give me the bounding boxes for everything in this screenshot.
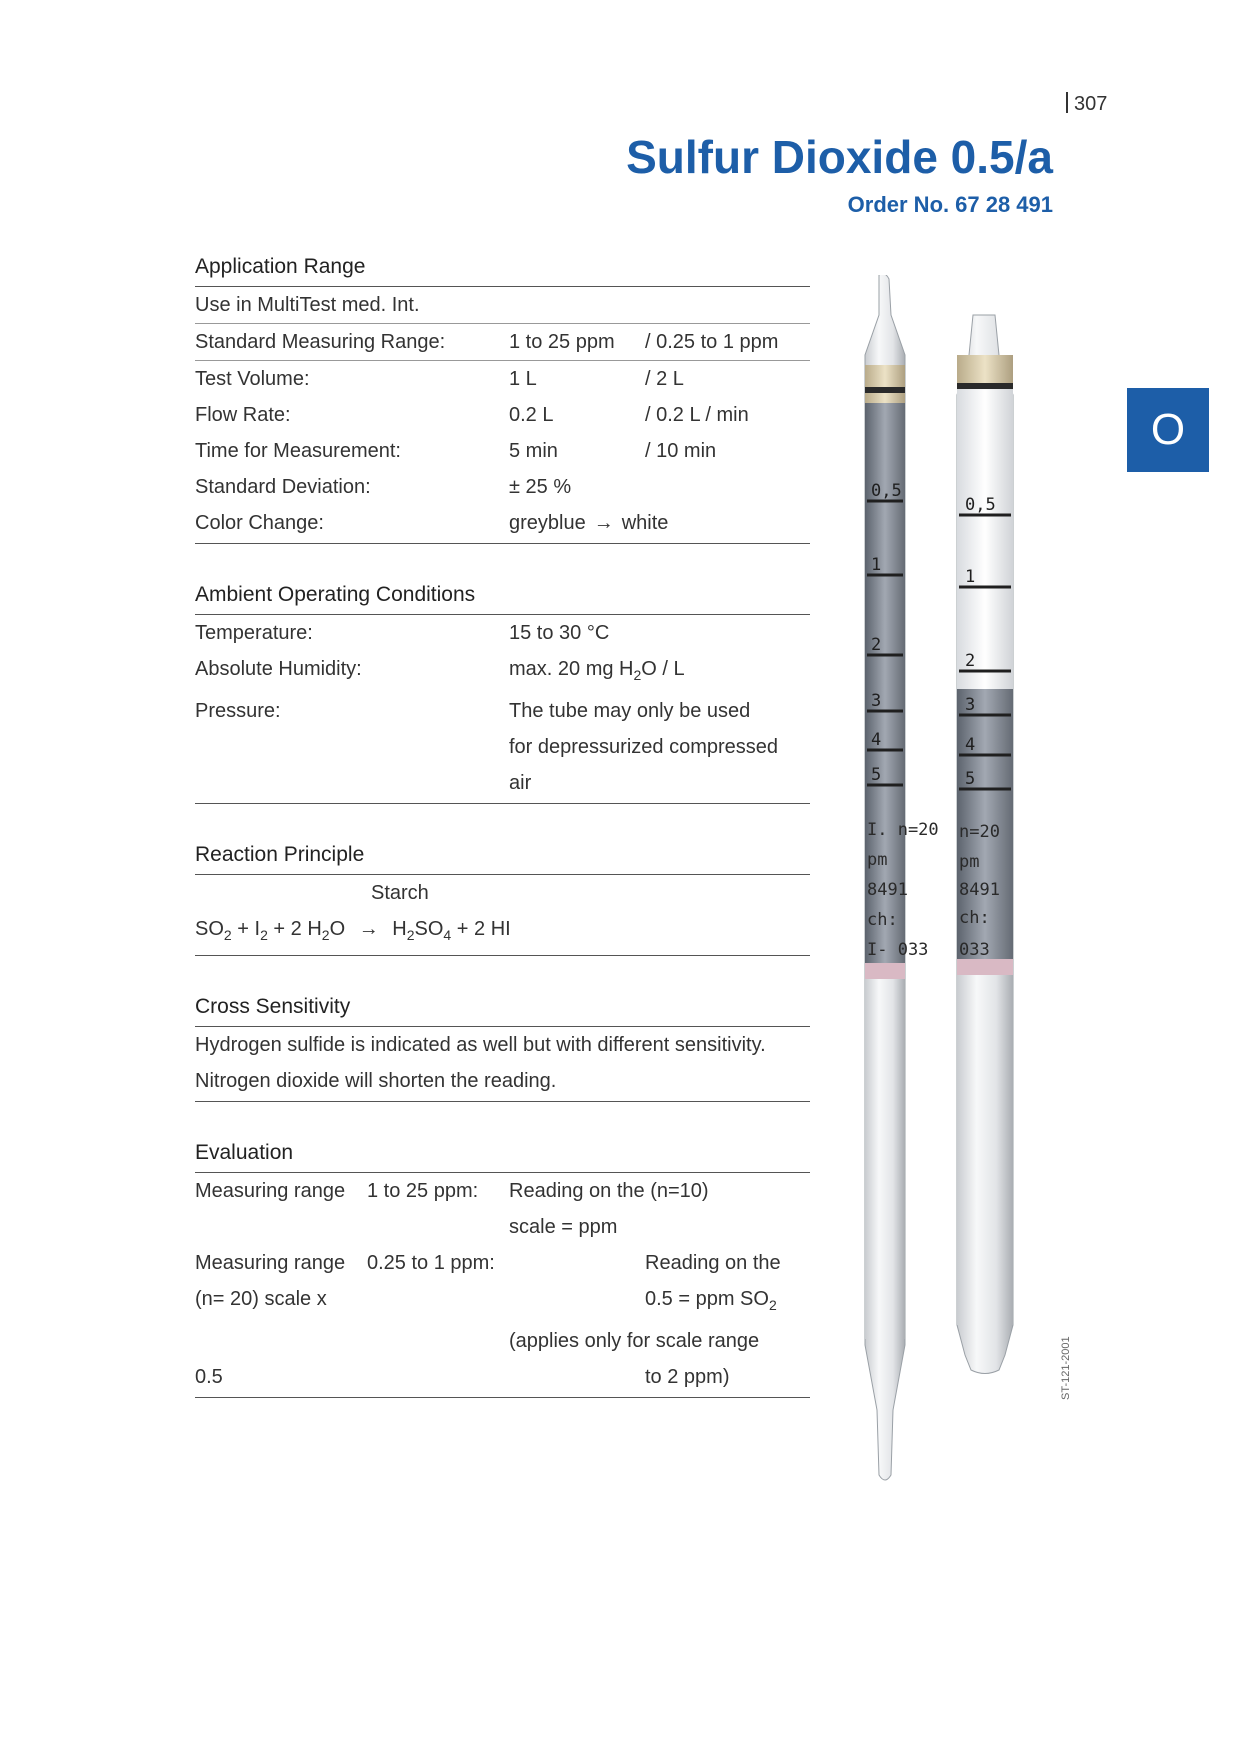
tube-left	[865, 275, 939, 1480]
section-title: Evaluation	[195, 1134, 810, 1173]
tube-print-text: 8491	[959, 880, 1000, 900]
scale-label: 2	[871, 635, 882, 655]
table-row: (n= 20) scale x 0.5 = ppm $SO_2$	[195, 1288, 777, 1313]
table-row: for depressurized compressed	[509, 736, 779, 758]
section-tab[interactable]: O	[1127, 388, 1209, 472]
tube-print-text: ch:	[959, 908, 990, 928]
document-code: ST-121-2001	[1060, 1336, 1072, 1400]
reaction-arrow-icon: →	[358, 918, 379, 940]
table-row: air	[509, 772, 532, 794]
tube-right	[957, 315, 1013, 1374]
tube-print-text: I. n=20	[867, 820, 939, 840]
tube-print-text: ch:	[867, 910, 898, 930]
tube-print-text: pm	[867, 850, 888, 870]
tube-print-text: I- 033	[867, 940, 929, 960]
table-row: scale = ppm	[509, 1216, 618, 1238]
order-number: Order No. 67 28 491	[847, 192, 1053, 217]
scale-label: 1	[965, 567, 976, 587]
reaction-principle-section	[195, 836, 810, 956]
table-row: Test Volume: 1 L / 2 L	[195, 368, 684, 390]
scale-label: 3	[965, 695, 976, 715]
table-row: Measuring range 0.25 to 1 ppm: Reading on the	[195, 1252, 781, 1274]
table-row: Hydrogen sulfide is indicated as well but with different sensitivity.	[195, 1034, 766, 1056]
table-row: Standard Deviation: ± 25 %	[195, 476, 572, 498]
page-number: 307	[1066, 92, 1107, 116]
content-column	[195, 248, 810, 1430]
scale-label: 4	[965, 735, 976, 755]
scale-label: 0,5	[965, 495, 996, 515]
scale-label: 2	[965, 651, 976, 671]
scale-label: 3	[871, 691, 882, 711]
section-title: Reaction Principle	[195, 836, 810, 875]
tube-print-text: 033	[959, 940, 990, 960]
scale-label: 0,5	[871, 481, 902, 501]
section-title: Cross Sensitivity	[195, 988, 810, 1027]
evaluation-section	[195, 1134, 810, 1398]
scale-label: 5	[965, 769, 976, 789]
ambient-conditions-section	[195, 576, 810, 804]
table-row: Standard Measuring Range: 1 to 25 ppm / 0.25 to 1 ppm	[195, 324, 810, 361]
tube-print-text: pm	[959, 852, 980, 872]
table-row: (applies only for scale range	[509, 1330, 760, 1352]
table-row: Nitrogen dioxide will shorten the reading.	[195, 1070, 557, 1092]
scale-label: 4	[871, 730, 882, 750]
detector-tubes-image	[845, 275, 1065, 1505]
table-row: Color Change: greyblue → white	[195, 512, 669, 534]
table-row: Absolute Humidity: max. 20 mg $H_2O$ / L	[195, 658, 685, 683]
tube-print-text: 8491	[867, 880, 908, 900]
table-row: Temperature: 15 to 30 °C	[195, 622, 610, 644]
section-title: Application Range	[195, 248, 810, 287]
application-range-section	[195, 248, 810, 544]
table-row: Time for Measurement: 5 min / 10 min	[195, 440, 717, 462]
cross-sensitivity-section	[195, 988, 810, 1102]
table-row: Measuring range 1 to 25 ppm: Reading on the (n=10)	[195, 1180, 709, 1202]
reaction-equation: $SO_2 + I_2 + 2$ $H_2O \to H_2SO_4 + 2$ HI	[195, 911, 810, 953]
scale-label: 5	[871, 765, 882, 785]
section-title: Ambient Operating Conditions	[195, 576, 810, 615]
page-title: Sulfur Dioxide 0.5/a	[626, 131, 1053, 183]
table-row: 0.5 to 2 ppm)	[195, 1366, 730, 1388]
scale-label: 1	[871, 555, 882, 575]
table-row: Flow Rate: 0.2 L / 0.2 L / min	[195, 404, 749, 426]
table-row: Use in MultiTest med. Int.	[195, 287, 810, 324]
tube-print-text: n=20	[959, 822, 1000, 842]
reaction-catalyst: Starch	[371, 882, 429, 904]
table-row: Pressure: The tube may only be used	[195, 700, 751, 722]
